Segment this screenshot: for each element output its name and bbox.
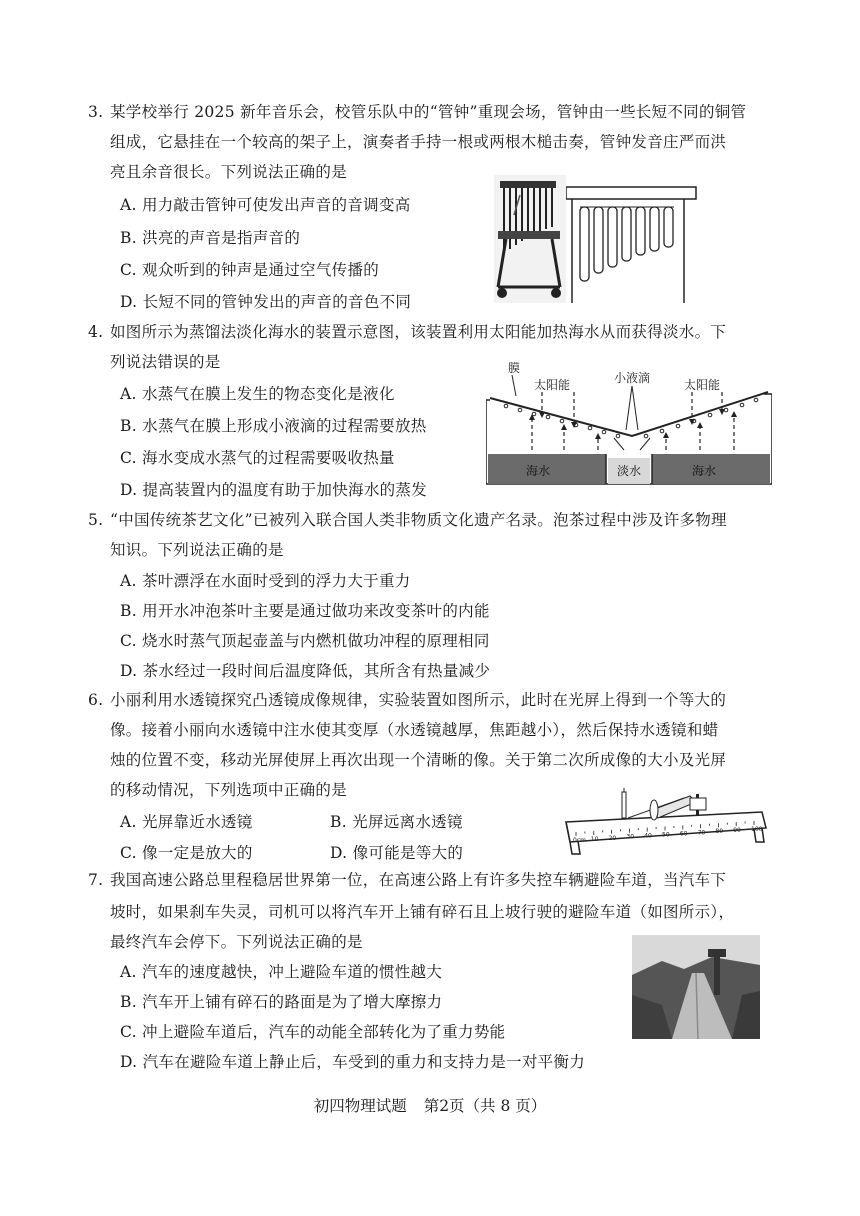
- ruler-label: 60: [679, 830, 688, 838]
- q3-option-b: B. 洪亮的声音是指声音的: [120, 229, 301, 247]
- q4-stem-line-2: 列说法错误的是: [110, 353, 221, 371]
- q5-option-a: A. 茶叶漂浮在水面时受到的浮力大于重力: [120, 572, 411, 590]
- sun-right-label: 太阳能: [684, 378, 721, 392]
- q5-option-b: B. 用开水冲泡茶叶主要是通过做功来改变茶叶的内能: [120, 602, 490, 620]
- q7-number: 7.: [88, 871, 104, 889]
- q7-stem-line-2: 坡时，如果刹车失灵，司机可以将汽车开上铺有碎石且上坡行驶的避险车道（如图所示），: [110, 903, 735, 921]
- sun-left-label: 太阳能: [534, 378, 571, 392]
- ruler-label: 80: [715, 828, 724, 836]
- desalination-diagram: [486, 358, 772, 488]
- droplet-label: 小液滴: [614, 371, 651, 385]
- q3-option-a: A. 用力敲击管钟可使发出声音的音调变高: [120, 196, 411, 214]
- fresh-water-label: 淡水: [617, 464, 642, 478]
- tubular-bells-photo: [494, 175, 566, 303]
- q5-option-d: D. 茶水经过一段时间后温度降低，其所含有热量减少: [120, 662, 491, 680]
- ruler-label: 40: [644, 832, 652, 840]
- q5-number: 5.: [88, 511, 104, 529]
- escape-ramp-photo: [632, 935, 760, 1039]
- q5-option-c: C. 烧水时蒸气顶起壶盖与内燃机做功冲程的原理相同: [120, 632, 490, 650]
- sea-water-left-label: 海水: [526, 464, 551, 478]
- q5-stem-line-2: 知识。下列说法正确的是: [110, 541, 284, 559]
- ruler-label: 30: [626, 833, 635, 841]
- q7-option-b: B. 汽车开上铺有碎石的路面是为了增大摩擦力: [120, 993, 443, 1011]
- q6-option-c: C. 像一定是放大的: [120, 844, 253, 862]
- optical-bench-diagram: [558, 788, 770, 864]
- q3-option-d: D. 长短不同的管钟发出的声音的音色不同: [120, 293, 412, 311]
- q7-option-d: D. 汽车在避险车道上静止后，车受到的重力和支持力是一对平衡力: [120, 1053, 586, 1071]
- q4-option-b: B. 水蒸气在膜上形成小液滴的过程需要放热: [120, 417, 427, 435]
- q3-option-c: C. 观众听到的钟声是通过空气传播的: [120, 261, 380, 279]
- q6-option-b: B. 光屏远离水透镜: [330, 813, 463, 831]
- ruler-label: 70: [697, 829, 706, 837]
- q7-stem-line-1: 我国高速公路总里程稳居世界第一位，在高速公路上有许多失控车辆避险车道，当汽车下: [110, 871, 727, 889]
- ruler-label: 50: [662, 831, 670, 839]
- q6-stem-line-1: 小丽利用水透镜探究凸透镜成像规律，实验装置如图所示，此时在光屏上得到一个等大的: [110, 691, 727, 709]
- q4-option-a: A. 水蒸气在膜上发生的物态变化是液化: [120, 385, 395, 403]
- tubular-bells-diagram: [566, 185, 698, 305]
- q4-option-c: C. 海水变成水蒸气的过程需要吸收热量: [120, 449, 395, 467]
- q6-stem-line-2: 像。接着小丽向水透镜中注水使其变厚（水透镜越厚，焦距越小），然后保持水透镜和蜡: [110, 721, 719, 739]
- q3-stem-line-2: 组成，它悬挂在一个较高的架子上，演奏者手持一根或两根木槌击奏，管钟发音庄严而洪: [110, 133, 727, 151]
- q6-option-a: A. 光屏靠近水透镜: [120, 813, 253, 831]
- q6-number: 6.: [88, 691, 104, 709]
- q4-stem-line-1: 如图所示为蒸馏法淡化海水的装置示意图，该装置利用太阳能加热海水从而获得淡水。下: [110, 323, 727, 341]
- q4-option-d: D. 提高装置内的温度有助于加快海水的蒸发: [120, 481, 428, 499]
- q7-stem-line-3: 最终汽车会停下。下列说法正确的是: [110, 933, 363, 951]
- ruler-label: 20: [608, 834, 617, 842]
- q3-stem-line-1: 某学校举行 2025 新年音乐会，校管乐队中的“管钟”重现会场，管钟由一些长短不同的铜管: [110, 103, 747, 121]
- ruler-label: 10: [590, 835, 599, 843]
- q7-option-a: A. 汽车的速度越快，冲上避险车道的惯性越大: [120, 963, 443, 981]
- q7-option-c: C. 冲上避险车道后，汽车的动能全部转化为了重力势能: [120, 1023, 506, 1041]
- ruler-label: 90: [733, 827, 741, 835]
- sea-water-right-label: 海水: [692, 464, 717, 478]
- q3-number: 3.: [88, 103, 104, 121]
- q5-stem-line-1: “中国传统茶艺文化”已被列入联合国人类非物质文化遗产名录。泡茶过程中涉及许多物理: [110, 511, 727, 529]
- q3-stem-line-3: 亮且余音很长。下列说法正确的是: [110, 163, 348, 181]
- q6-stem-line-3: 烛的位置不变，移动光屏使屏上再次出现一个清晰的像。关于第二次所成像的大小及光屏: [110, 751, 727, 769]
- q4-number: 4.: [88, 323, 104, 341]
- q6-option-d: D. 像可能是等大的: [330, 844, 464, 862]
- film-label: 膜: [508, 361, 521, 375]
- q6-stem-line-4: 的移动情况，下列选项中正确的是: [110, 781, 348, 799]
- ruler-label: 0cm: [573, 837, 586, 844]
- footer-title: 初四物理试题: [313, 1097, 407, 1115]
- footer-page-number: 第2页（共 8 页）: [423, 1097, 547, 1115]
- ruler-label: 100: [751, 826, 763, 833]
- page-footer: [0, 1095, 860, 1117]
